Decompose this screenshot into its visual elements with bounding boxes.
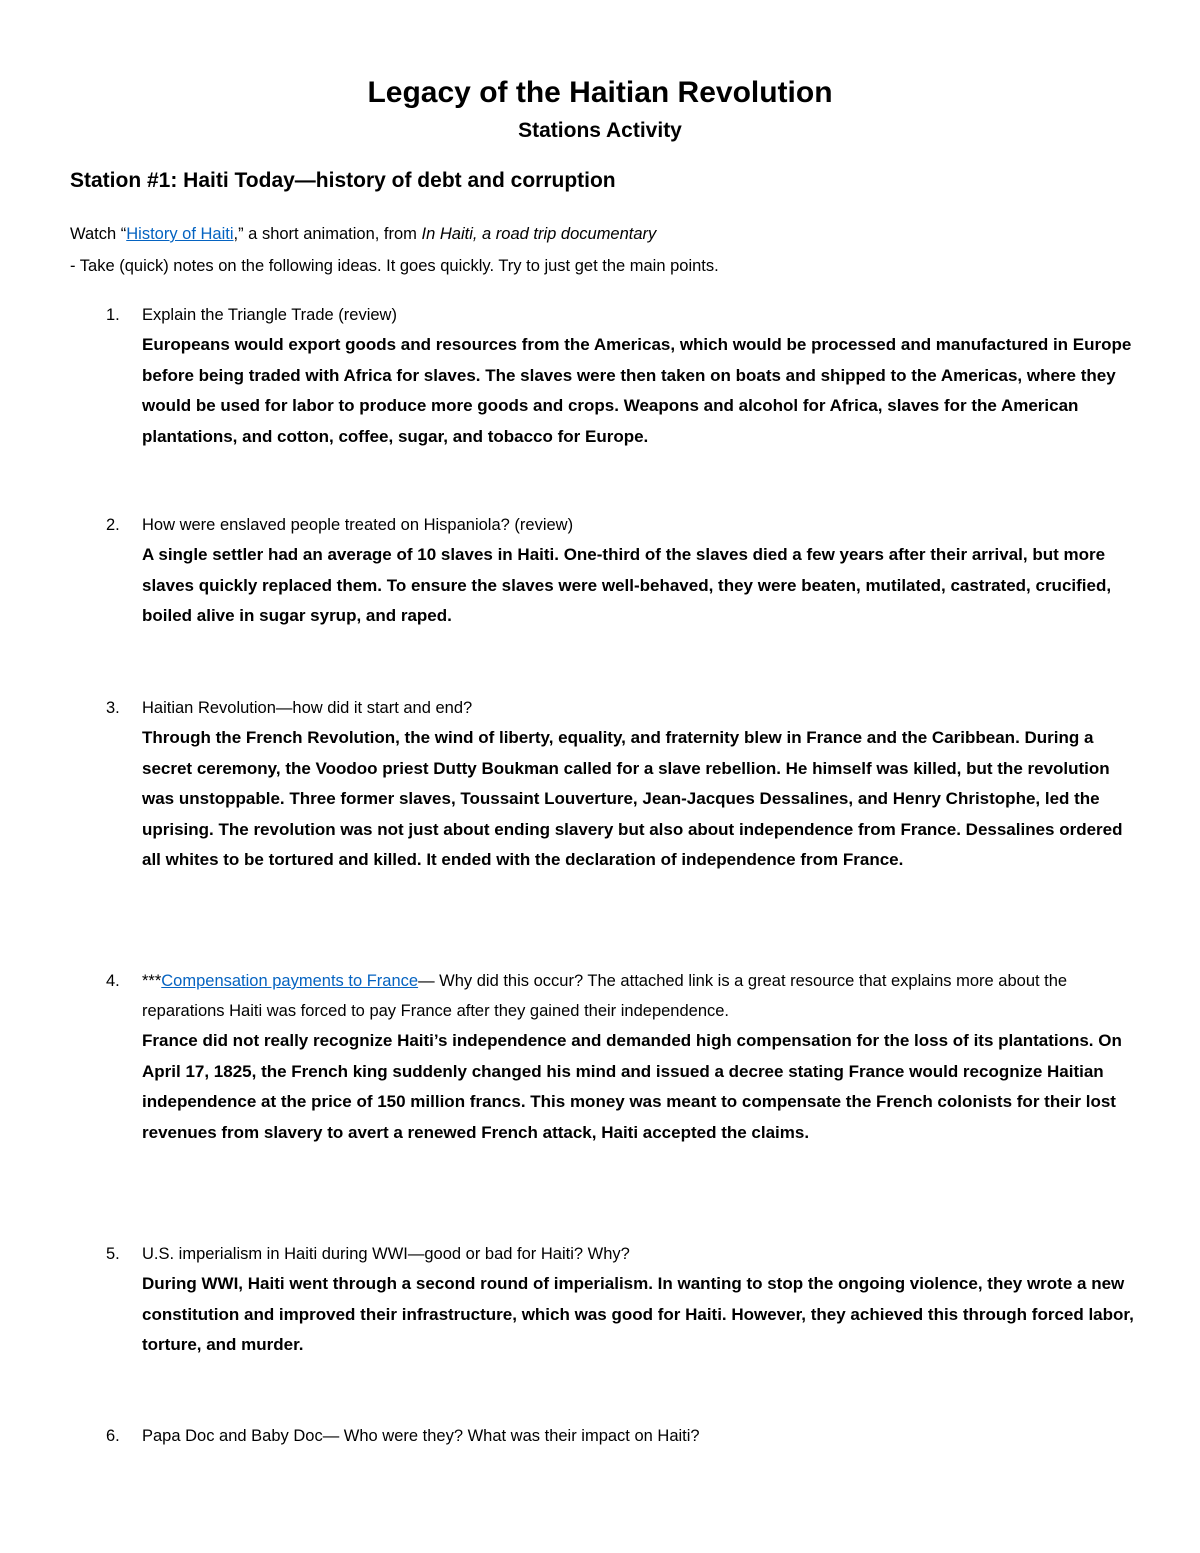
documentary-title: In Haiti, a road trip documentary xyxy=(421,225,657,243)
question-text: — Why did this occur? The attached link is a great resource that explains more about the reparations Haiti was forced to pay France after they gained their independence. xyxy=(142,972,1068,1020)
item-number: 6. xyxy=(106,1427,120,1445)
item-question: Papa Doc and Baby Doc— Who were they? What was their impact on Haiti? xyxy=(142,1427,700,1445)
compensation-payments-link[interactable]: Compensation payments to France xyxy=(161,972,419,990)
item-number: 2. xyxy=(106,516,120,534)
item-number: 5. xyxy=(106,1245,120,1263)
item-number: 1. xyxy=(106,306,120,324)
item-question: How were enslaved people treated on Hispaniola? (review) xyxy=(142,516,574,534)
item-answer: France did not really recognize Haiti’s independence and demanded high compensation for the loss of its plantations. On April 17, 1825, the French king suddenly changed his mind and issued a decree stating France would recognize Haitian independence at the price of 150 million francs. This money was meant to compensate the French colonists for their lost revenues from slavery to avert a renewed French attack, Haiti accepted the claims. xyxy=(142,1031,1122,1142)
item-question: Explain the Triangle Trade (review) xyxy=(142,306,397,324)
page-subtitle: Stations Activity xyxy=(518,119,682,142)
item-question xyxy=(142,966,1136,1026)
watch-instruction xyxy=(70,222,656,246)
item-answer: A single settler had an average of 10 slaves in Haiti. One-third of the slaves died a few years after their arrival, but more slaves quickly replaced them. To ensure the slaves were well-behaved, they were beaten, mutilated, castrated, crucified, boiled alive in sugar syrup, and raped. xyxy=(142,545,1112,625)
question-prefix: *** xyxy=(142,972,162,990)
item-number: 4. xyxy=(106,972,120,990)
item-number: 3. xyxy=(106,699,120,717)
page-title: Legacy of the Haitian Revolution xyxy=(367,76,833,109)
watch-prefix: Watch “ xyxy=(70,225,127,243)
item-answer: Through the French Revolution, the wind of liberty, equality, and fraternity blew in France and the Caribbean. During a secret ceremony, the Voodoo priest Dutty Boukman called for a slave rebellion. He himself was killed, but the revolution was unstoppable. Three former slaves, Toussaint Louverture, Jean-Jacques Dessalines, and Henry Christophe, led the uprising. The revolution was not just about ending slavery but also about independence from France. Dessalines ordered all whites to be tortured and killed. It ended with the declaration of independence from France. xyxy=(142,728,1123,869)
watch-middle: ,” a short animation, from xyxy=(233,225,422,243)
item-question: Haitian Revolution—how did it start and end? xyxy=(142,699,473,717)
station-heading: Station #1: Haiti Today—history of debt and corruption xyxy=(70,169,616,192)
item-question: U.S. imperialism in Haiti during WWI—good or bad for Haiti? Why? xyxy=(142,1245,630,1263)
item-answer: Europeans would export goods and resources from the Americas, which would be processed and manufactured in Europe before being traded with Africa for slaves. The slaves were then taken on boats and shipped to the Americas, where they would be used for labor to produce more goods and crops. Weapons and alcohol for Africa, slaves for the American plantations, and cotton, coffee, sugar, and tobacco for Europe. xyxy=(142,335,1132,446)
notes-instruction: - Take (quick) notes on the following ideas. It goes quickly. Try to just get the main points. xyxy=(70,257,719,275)
history-of-haiti-link[interactable]: History of Haiti xyxy=(126,225,234,243)
item-answer: During WWI, Haiti went through a second round of imperialism. In wanting to stop the ongoing violence, they wrote a new constitution and improved their infrastructure, which was good for Haiti. However, they achieved this through forced labor, torture, and murder. xyxy=(142,1274,1134,1354)
